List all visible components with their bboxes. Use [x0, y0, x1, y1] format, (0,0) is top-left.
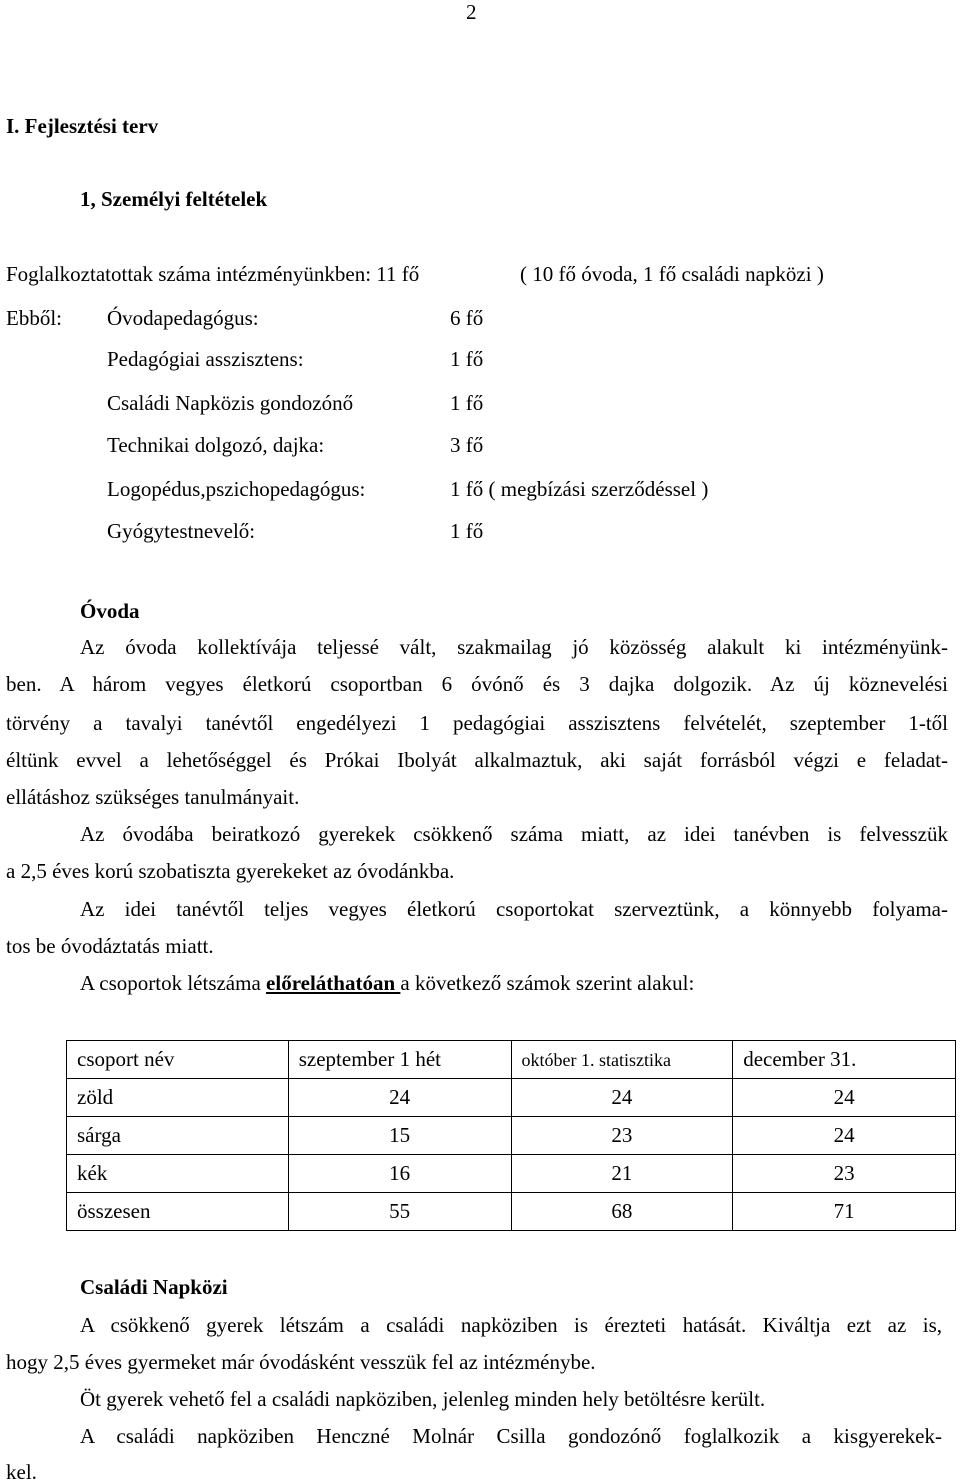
table-row — [67, 1155, 956, 1193]
paragraph-line: A családi napköziben Henczné Molnár Csilla gondozónő foglalkozik a kisgyerekek- — [80, 1424, 942, 1448]
table-cell: 23 — [733, 1155, 956, 1193]
table-cell: sárga — [67, 1117, 289, 1155]
table-cell: 68 — [511, 1193, 733, 1231]
staff-count: 1 fő — [450, 391, 484, 415]
staff-role: Gyógytestnevelő: — [107, 519, 256, 543]
table-header: szeptember 1 hét — [288, 1041, 511, 1079]
table-cell: 24 — [511, 1079, 733, 1117]
paragraph-line: törvény a tavalyi tanévtől engedélyezi 1 pedagógiai asszisztens felvételét, szeptember 1-től — [6, 711, 948, 735]
staff-of-which: Ebből: — [6, 306, 62, 330]
staff-count: 3 fő — [450, 433, 484, 457]
table-header: október 1. statisztika — [511, 1041, 733, 1079]
paragraph-line: hogy 2,5 éves gyermeket már óvodásként vesszük fel az intézménybe. — [6, 1350, 596, 1374]
staff-role: Családi Napközis gondozónő — [107, 391, 354, 415]
paragraph-line: ben. A három vegyes életkorú csoportban 6 óvónő és 3 dajka dolgozik. Az új köznevelési — [6, 672, 948, 696]
table-intro-emphasis: előreláthatóan — [266, 971, 401, 995]
paragraph-line: ellátáshoz szükséges tanulmányait. — [6, 785, 300, 809]
table-cell: 23 — [511, 1117, 733, 1155]
paragraph-line: a 2,5 éves korú szobatiszta gyerekeket az óvodánkba. — [6, 859, 455, 883]
paragraph-line: Az óvodába beiratkozó gyerekek csökkenő száma miatt, az idei tanévben is felvesszük — [80, 822, 948, 846]
section-title-napkozi: Családi Napközi — [80, 1275, 228, 1299]
table-cell: 55 — [288, 1193, 511, 1231]
staff-role: Logopédus,pszichopedagógus: — [107, 477, 366, 501]
page-number: 2 — [466, 0, 477, 24]
paragraph-line: éltünk evvel a lehetőséggel és Prókai Ibolyát alkalmaztuk, aki saját forrásból végzi e feladat- — [6, 748, 948, 772]
table-cell: 71 — [733, 1193, 956, 1231]
table-cell: 16 — [288, 1155, 511, 1193]
staff-role: Pedagógiai asszisztens: — [107, 347, 304, 371]
table-header-row — [67, 1041, 956, 1079]
table-intro — [80, 973, 694, 994]
paragraph-line: Az óvoda kollektívája teljessé vált, szakmailag jó közösség alakult ki intézményünk- — [80, 635, 948, 659]
staff-total: Foglalkoztatottak száma intézményünkben: 11 fő — [6, 262, 420, 286]
table-cell: 24 — [733, 1117, 956, 1155]
paragraph-line: Öt gyerek vehető fel a családi napköziben, jelenleg minden hely betöltésre került. — [80, 1387, 766, 1411]
table-cell: 15 — [288, 1117, 511, 1155]
staff-count: 1 fő — [450, 519, 484, 543]
table-row — [67, 1079, 956, 1117]
paragraph-line: kel. — [6, 1460, 37, 1484]
staff-total-note: ( 10 fő óvoda, 1 fő családi napközi ) — [520, 262, 824, 286]
heading: I. Fejlesztési terv — [6, 114, 159, 138]
table-cell: 21 — [511, 1155, 733, 1193]
table-header: csoport név — [67, 1041, 289, 1079]
staff-count: 1 fő — [450, 347, 484, 371]
table-cell: zöld — [67, 1079, 289, 1117]
paragraph-line: tos be óvodáztatás miatt. — [6, 934, 214, 958]
staff-count: 1 fő ( megbízási szerződéssel ) — [450, 477, 709, 501]
table-intro-pre: A csoportok létszáma — [80, 971, 267, 995]
subheading: 1, Személyi feltételek — [80, 187, 268, 211]
staff-count: 6 fő — [450, 306, 484, 330]
table-intro-post: a következő számok szerint alakul: — [400, 971, 695, 995]
table-row — [67, 1117, 956, 1155]
staff-role: Technikai dolgozó, dajka: — [107, 433, 325, 457]
staff-role: Óvodapedagógus: — [107, 306, 259, 330]
table-cell: 24 — [288, 1079, 511, 1117]
table-cell: összesen — [67, 1193, 289, 1231]
group-size-table — [66, 1040, 956, 1231]
section-title-ovoda: Óvoda — [80, 599, 140, 623]
table-header: december 31. — [733, 1041, 956, 1079]
table-cell: 24 — [733, 1079, 956, 1117]
table-row — [67, 1193, 956, 1231]
table-cell: kék — [67, 1155, 289, 1193]
paragraph-line: A csökkenő gyerek létszám a családi napköziben is érezteti hatását. Kiváltja ezt az is, — [80, 1313, 942, 1337]
paragraph-line: Az idei tanévtől teljes vegyes életkorú csoportokat szerveztünk, a könnyebb folyama- — [80, 897, 948, 921]
